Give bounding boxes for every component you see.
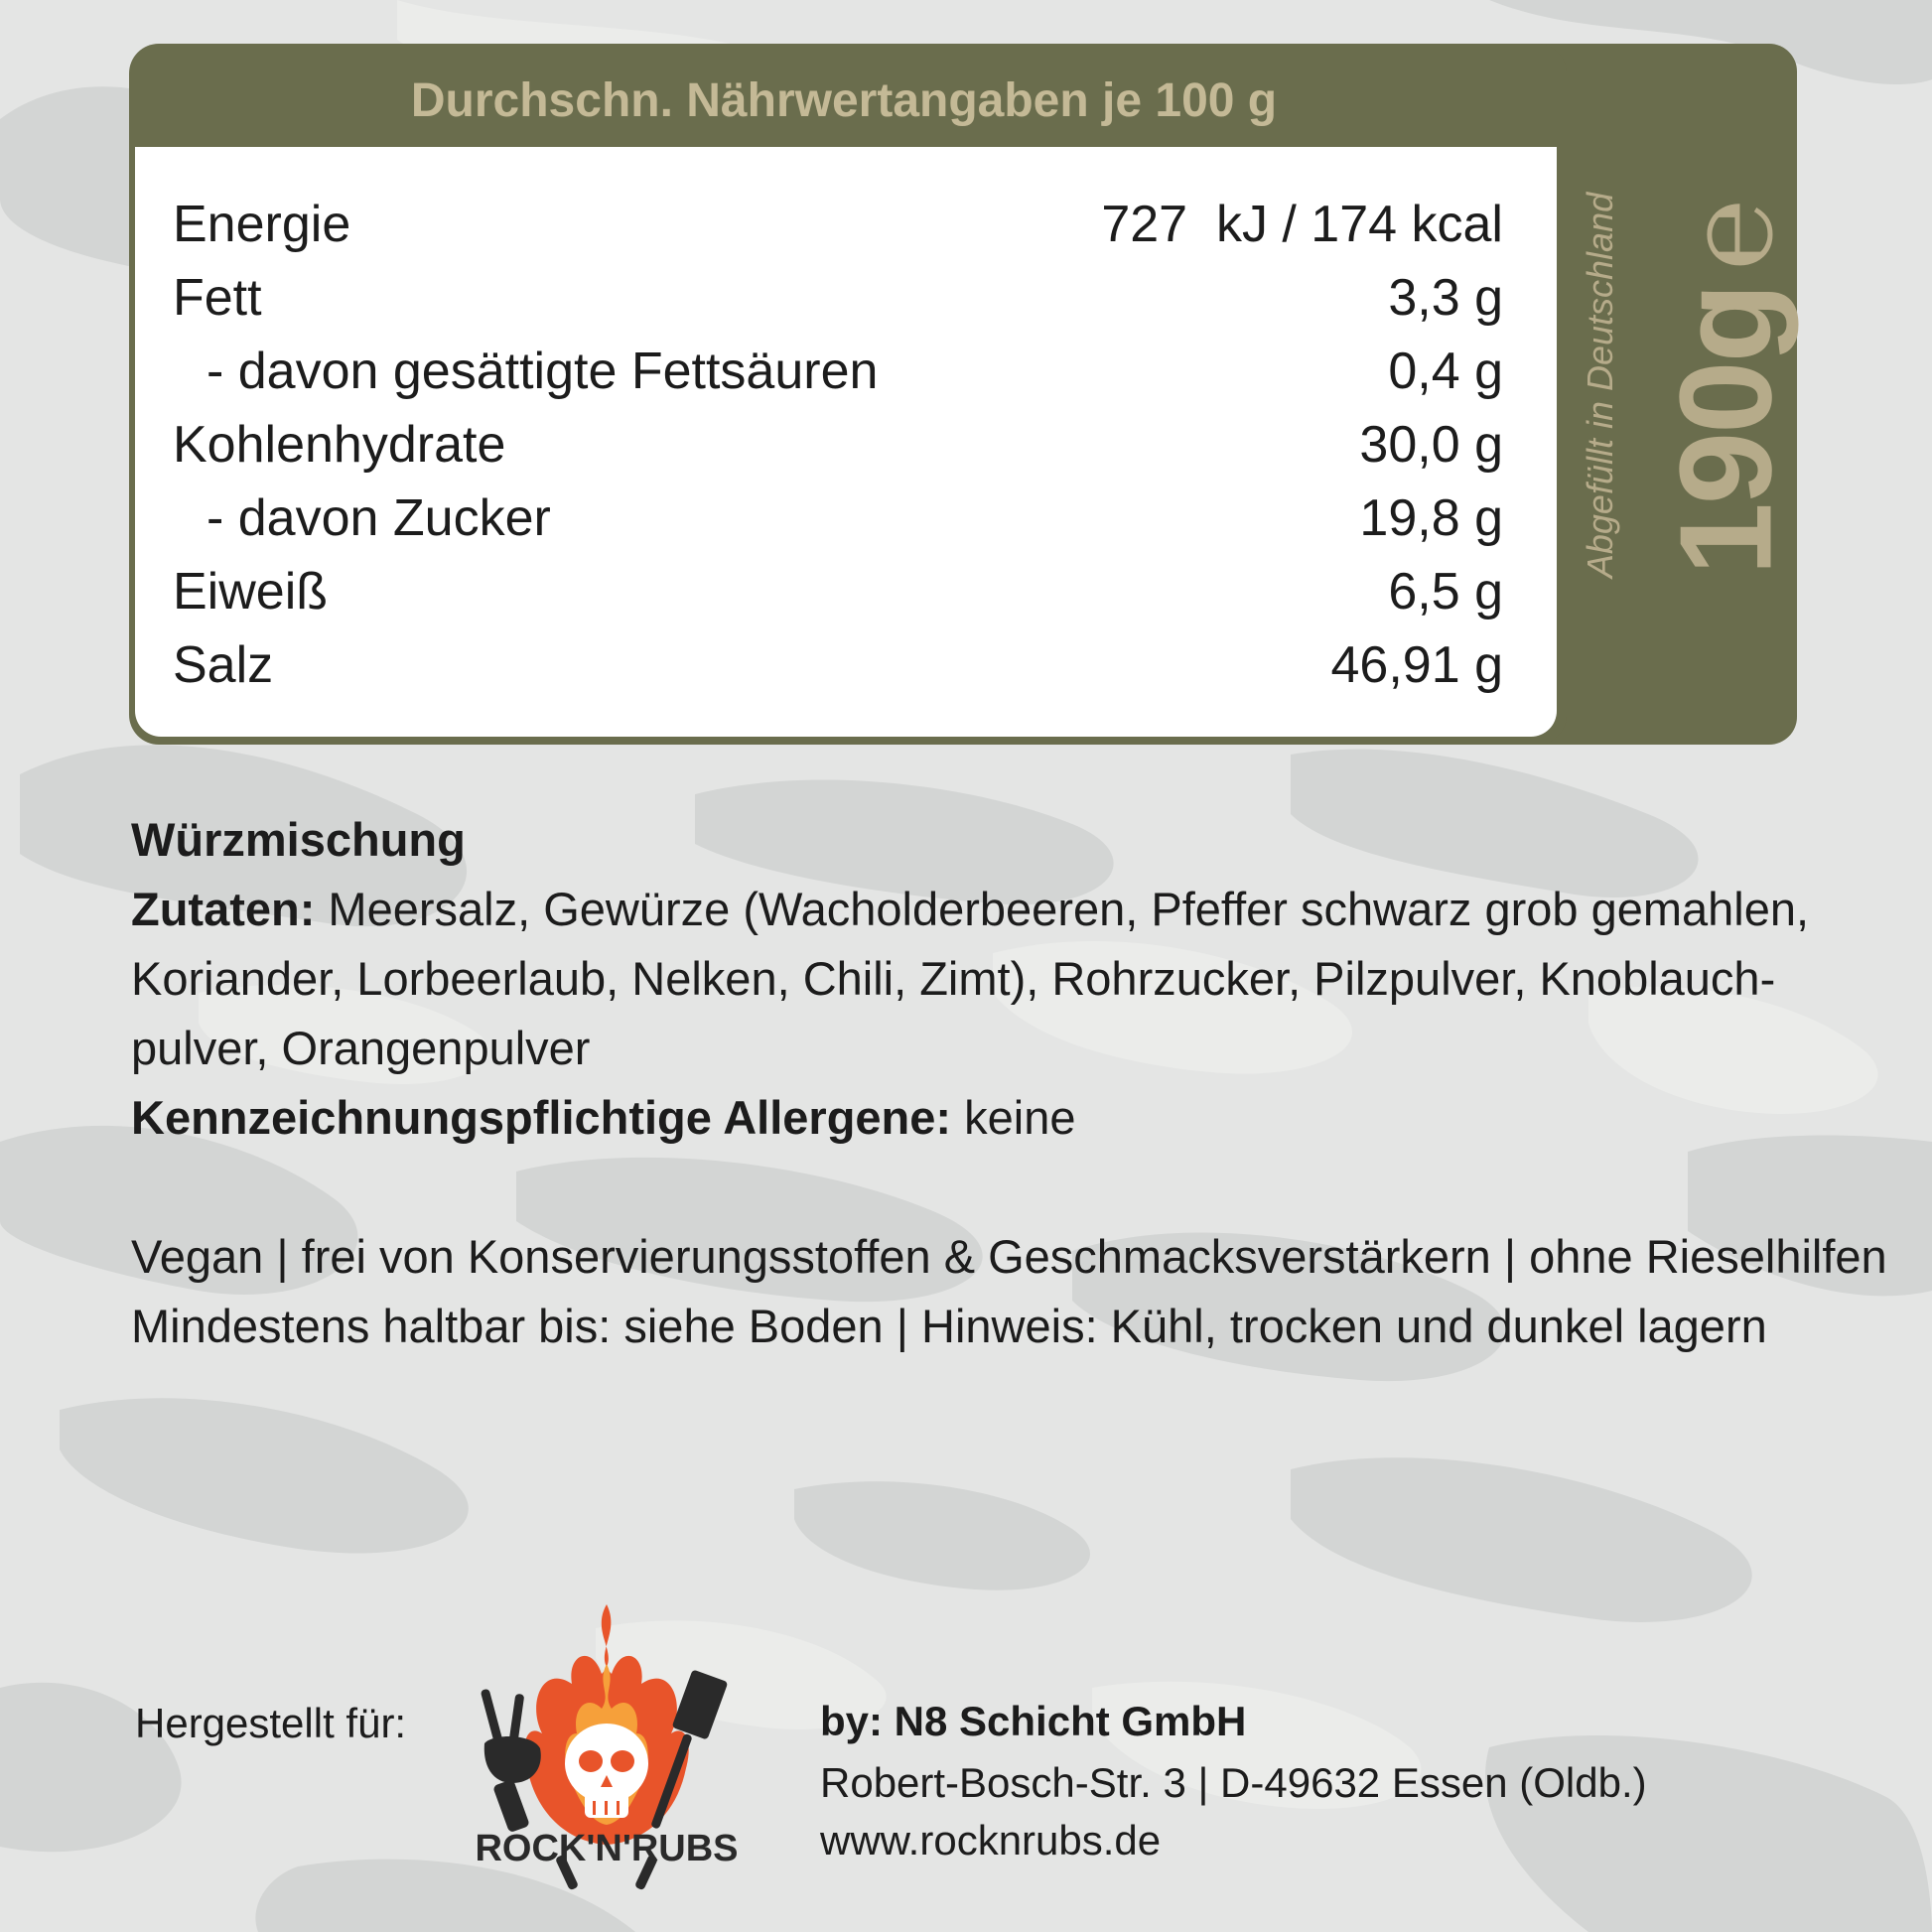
nutrient-value: 727 kJ / 174 kcal (1101, 196, 1503, 253)
nutrition-row (173, 342, 1503, 415)
ingredients-text-1: Meersalz, Gewürze (Wacholderbeeren, Pfeffer schwarz grob gemahlen, (315, 883, 1810, 935)
nutrient-value: 6,5 g (1388, 563, 1503, 621)
nutrient-label: Salz (173, 636, 274, 694)
nutrition-row (173, 195, 1503, 268)
rock-hand-icon (481, 1689, 541, 1834)
weight-value: 190g (1652, 284, 1799, 576)
nutrition-row (173, 635, 1503, 709)
net-weight (1651, 199, 1801, 575)
nutrient-value: 30,0 g (1359, 416, 1503, 474)
estimated-sign-icon: ℮ (1663, 199, 1797, 271)
nutrient-value: 19,8 g (1359, 489, 1503, 547)
zutaten-label: Zutaten: (131, 883, 316, 935)
nutrient-label: - davon Zucker (207, 489, 551, 547)
nutrition-row (173, 488, 1503, 562)
nutrient-label: Energie (173, 196, 351, 253)
nutrition-row (173, 268, 1503, 342)
ingredients-line-2: Koriander, Lorbeerlaub, Nelken, Chili, Zimt), Rohrzucker, Pilzpulver, Knoblauch- (131, 952, 1776, 1005)
made-for-label: Hergestellt für: (135, 1700, 407, 1746)
brand-wordmark: ROCK'N'RUBS (475, 1828, 739, 1869)
company-address: Robert-Bosch-Str. 3 | D-49632 Essen (Oldb.) (820, 1759, 1647, 1806)
allergen-label: Kennzeichnungspflichtige Allergene: (131, 1091, 952, 1144)
allergen-value: keine (951, 1091, 1076, 1144)
company-name: by: N8 Schicht GmbH (820, 1698, 1247, 1744)
nutrition-row (173, 415, 1503, 488)
ingredients-line-3: pulver, Orangenpulver (131, 1022, 591, 1074)
nutrient-value: 46,91 g (1330, 636, 1503, 694)
nutrient-value: 3,3 g (1388, 269, 1503, 327)
origin-label: Abgefüllt in Deutschland (1580, 192, 1620, 579)
nutrition-title: Durchschn. Nährwertangaben je 100 g (410, 74, 1278, 127)
notes-line-2: Mindestens haltbar bis: siehe Boden | Hinweis: Kühl, trocken und dunkel lagern (131, 1300, 1767, 1352)
notes-line-1: Vegan | frei von Konservierungsstoffen & Geschmacksverstärkern | ohne Rieselhilfen (131, 1230, 1887, 1283)
allergens-line (131, 1090, 1075, 1145)
ingredients-line-1 (131, 882, 1809, 936)
nutrient-label: Eiweiß (173, 563, 329, 621)
rocknrubs-logo (473, 1594, 741, 1892)
nutrient-label: - davon gesättigte Fettsäuren (207, 343, 879, 400)
nutrient-value: 0,4 g (1388, 343, 1503, 400)
product-type: Würzmischung (131, 813, 466, 866)
nutrient-label: Fett (173, 269, 262, 327)
company-website[interactable]: www.rocknrubs.de (820, 1817, 1162, 1863)
nutrient-label: Kohlenhydrate (173, 416, 506, 474)
nutrition-row (173, 562, 1503, 635)
